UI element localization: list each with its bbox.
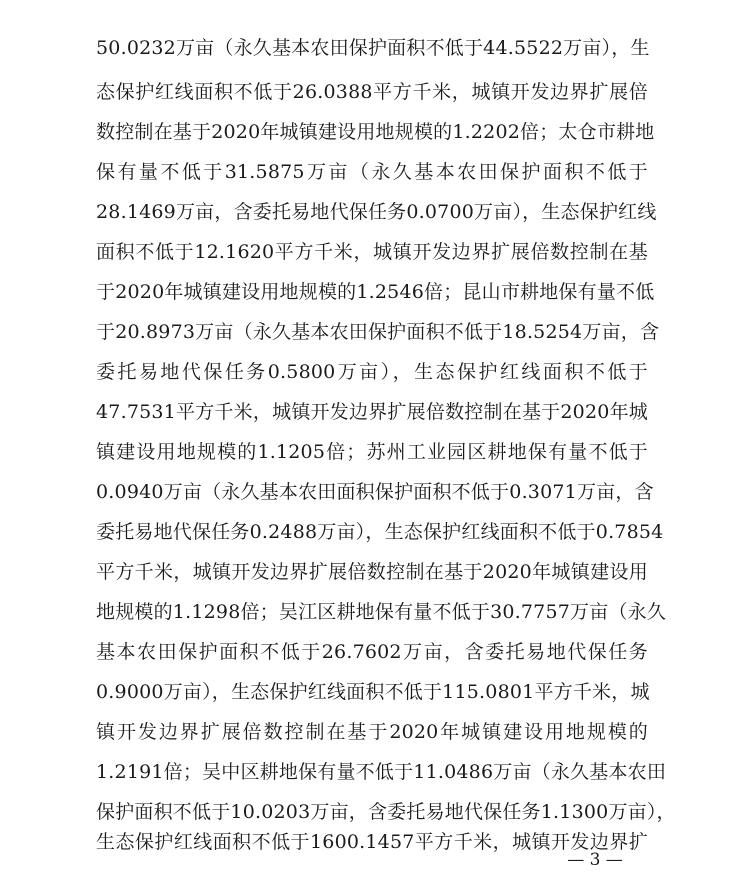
page-number: — 3 — bbox=[567, 850, 623, 870]
text-line-15: 地规模的1.1298倍；吴江区耕地保有量不低于30.7757万亩（永久 bbox=[96, 601, 667, 623]
text-line-19: 1.2191倍；吴中区耕地保有量不低于11.0486万亩（永久基本农田 bbox=[96, 761, 667, 783]
text-line-12: 0.0940万亩（永久基本农田面积保护面积不低于0.3071万亩，含 bbox=[96, 481, 654, 503]
text-line-16: 基本农田保护面积不低于26.7602万亩，含委托易地代保任务 bbox=[96, 641, 648, 663]
text-line-6: 面积不低于12.1620平方千米，城镇开发边界扩展倍数控制在基 bbox=[96, 241, 648, 263]
text-line-20: 保护面积不低于10.0203万亩，含委托易地代保任务1.1300万亩）， bbox=[96, 801, 676, 823]
text-line-17: 0.9000万亩），生态保护红线面积不低于115.0801平方千米，城 bbox=[96, 681, 650, 703]
text-line-18: 镇开发边界扩展倍数控制在基于2020年城镇建设用地规模的 bbox=[96, 721, 648, 743]
text-line-2: 态保护红线面积不低于26.0388平方千米，城镇开发边界扩展倍 bbox=[96, 81, 648, 103]
text-line-13: 委托易地代保任务0.2488万亩），生态保护红线面积不低于0.7854 bbox=[96, 521, 664, 543]
text-line-3: 数控制在基于2020年城镇建设用地规模的1.2202倍；太仓市耕地 bbox=[96, 121, 655, 143]
text-line-14: 平方千米，城镇开发边界扩展倍数控制在基于2020年城镇建设用 bbox=[96, 561, 648, 583]
text-line-7: 于2020年城镇建设用地规模的1.2546倍；昆山市耕地保有量不低 bbox=[96, 281, 655, 303]
text-line-9: 委托易地代保任务0.5800万亩），生态保护红线面积不低于 bbox=[96, 361, 648, 383]
text-line-1: 50.0232万亩（永久基本农田保护面积不低于44.5522万亩），生 bbox=[96, 37, 650, 59]
text-line-8: 于20.8973万亩（永久基本农田保护面积不低于18.5254万亩，含 bbox=[96, 321, 660, 343]
text-line-21: 生态保护红线面积不低于1600.1457平方千米，城镇开发边界扩 bbox=[96, 831, 648, 853]
text-line-4: 保有量不低于31.5875万亩（永久基本农田保护面积不低于 bbox=[96, 161, 648, 183]
text-line-10: 47.7531平方千米，城镇开发边界扩展倍数控制在基于2020年城 bbox=[96, 401, 648, 423]
text-line-11: 镇建设用地规模的1.1205倍；苏州工业园区耕地保有量不低于 bbox=[96, 441, 648, 463]
text-line-5: 28.1469万亩，含委托易地代保任务0.0700万亩），生态保护红线 bbox=[96, 201, 657, 223]
